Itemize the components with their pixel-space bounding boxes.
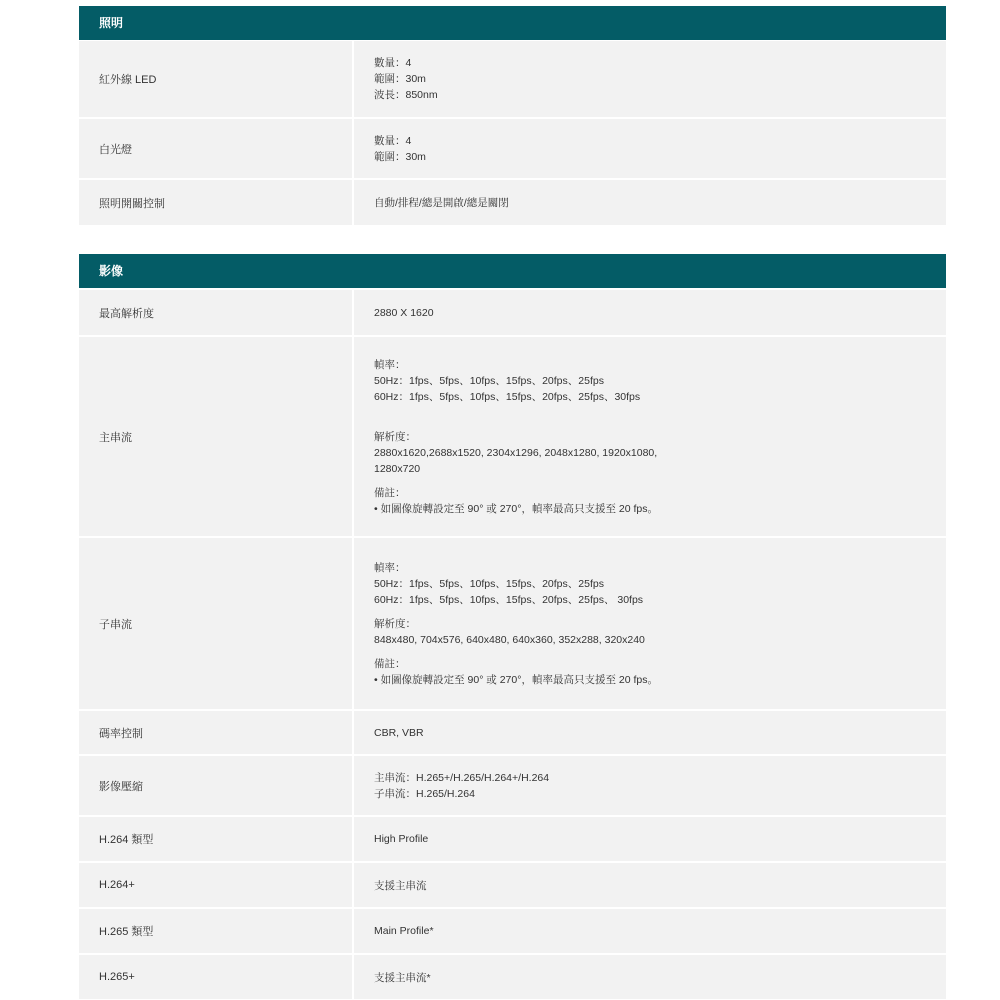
- spec-value-line: 數量：4: [374, 134, 412, 147]
- resolution-list: 2880x1620,2688x1520, 2304x1296, 2048x1280, 1920x1080,: [374, 446, 658, 459]
- spec-row-white-light: [79, 119, 946, 178]
- illumination-header: 照明: [79, 6, 946, 40]
- spec-row-light-control: [79, 180, 946, 225]
- compression-sub: 子串流：H.265/H.264: [374, 787, 475, 800]
- video-header: 影像: [79, 254, 946, 288]
- spec-row-h264-plus: [79, 863, 946, 907]
- note-title: 備註：: [374, 657, 406, 670]
- note-title: 備註：: [374, 486, 406, 499]
- resolution-title: 解析度：: [374, 430, 416, 443]
- spec-row-max-resolution: [79, 290, 946, 335]
- note-text: • 如圖像旋轉設定至 90° 或 270°，幀率最高只支援至 20 fps。: [374, 502, 658, 515]
- spec-row-compression: [79, 756, 946, 815]
- note-text: • 如圖像旋轉設定至 90° 或 270°，幀率最高只支援至 20 fps。: [374, 673, 658, 686]
- video-section: [79, 254, 946, 288]
- spec-value: [354, 337, 946, 536]
- spec-value-line: 數量：4: [374, 57, 412, 69]
- illumination-section: [79, 6, 946, 40]
- spec-value: [354, 119, 946, 178]
- spec-label: 主串流: [79, 337, 352, 536]
- spec-label: H.264 類型: [79, 817, 352, 861]
- resolution-list: 1280x720: [374, 462, 421, 475]
- resolution-list: 848x480, 704x576, 640x480, 640x360, 352x288, 320x240: [374, 633, 645, 646]
- frame-rate-60hz: 60Hz：1fps、5fps、10fps、15fps、20fps、25fps、 30fps: [374, 593, 644, 606]
- spec-row-h265-plus: [79, 955, 946, 999]
- frame-rate-60hz: 60Hz：1fps、5fps、10fps、15fps、20fps、25fps、30fps: [374, 390, 641, 403]
- spec-value: Main Profile*: [354, 909, 946, 953]
- spec-row-bitrate-control: [79, 711, 946, 754]
- spec-row-h265-type: [79, 909, 946, 953]
- spec-value: [354, 538, 946, 709]
- spec-label: H.265 類型: [79, 909, 352, 953]
- spec-value-line: 波長：850nm: [374, 89, 438, 101]
- spec-label: 紅外線 LED: [79, 41, 352, 117]
- spec-row-main-stream: [79, 337, 946, 536]
- spec-value: 支援主串流: [354, 863, 946, 907]
- spec-value: 支援主串流*: [354, 955, 946, 999]
- spec-value-line: 範圍：30m: [374, 73, 426, 85]
- resolution-title: 解析度：: [374, 617, 416, 630]
- spec-row-h264-type: [79, 817, 946, 861]
- frame-rate-title: 幀率：: [374, 561, 406, 574]
- spec-value-line: 自動/排程/總是開啟/總是關閉: [374, 196, 509, 209]
- spec-label: 碼率控制: [79, 711, 352, 754]
- spec-row-sub-stream: [79, 538, 946, 709]
- spec-label: 影像壓縮: [79, 756, 352, 815]
- spec-value: 2880 X 1620: [354, 290, 946, 335]
- spec-label: 照明開關控制: [79, 180, 352, 225]
- spec-value: [354, 756, 946, 815]
- spec-label: H.264+: [79, 863, 352, 907]
- frame-rate-50hz: 50Hz：1fps、5fps、10fps、15fps、20fps、25fps: [374, 577, 604, 590]
- compression-main: 主串流：H.265+/H.265/H.264+/H.264: [374, 771, 550, 784]
- spec-label: H.265+: [79, 955, 352, 999]
- spec-label: 子串流: [79, 538, 352, 709]
- spec-value: [354, 180, 946, 225]
- spec-value: [354, 41, 946, 117]
- spec-row-ir-led: [79, 41, 946, 117]
- spec-value: CBR, VBR: [354, 711, 946, 754]
- spec-value-line: 範圍：30m: [374, 150, 426, 163]
- frame-rate-50hz: 50Hz：1fps、5fps、10fps、15fps、20fps、25fps: [374, 374, 604, 387]
- frame-rate-title: 幀率：: [374, 358, 406, 371]
- spec-label: 最高解析度: [79, 290, 352, 335]
- spec-value: High Profile: [354, 817, 946, 861]
- spec-label: 白光燈: [79, 119, 352, 178]
